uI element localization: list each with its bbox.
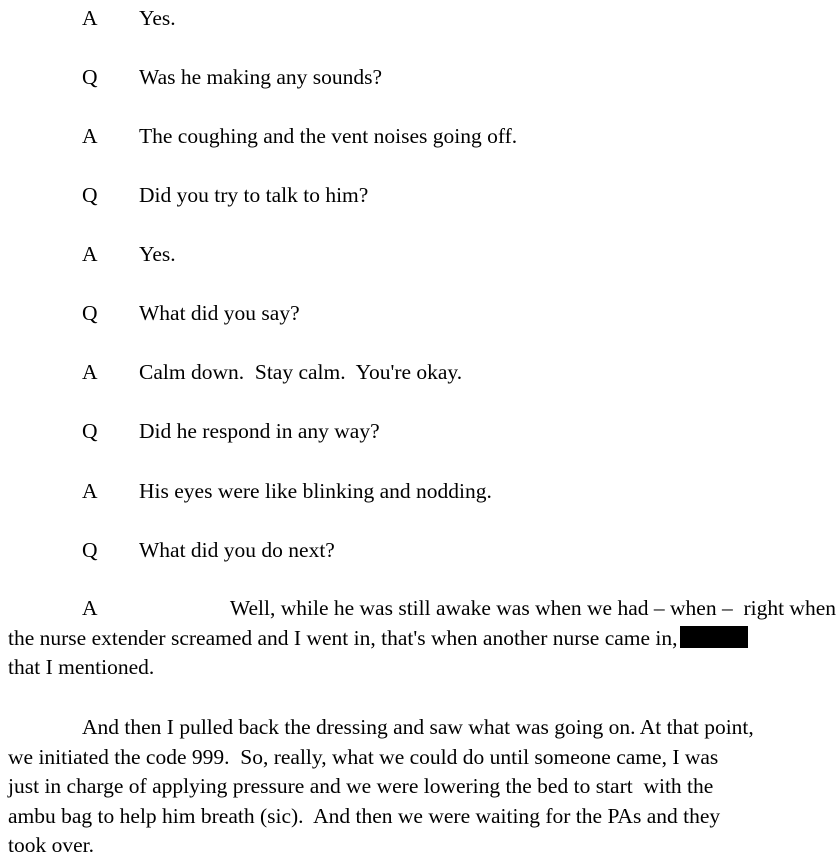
transcript-line: [0, 121, 839, 151]
speaker-label: Q: [82, 419, 98, 443]
speaker-label: A: [82, 124, 98, 148]
transcript-text: Did you try to talk to him?: [139, 183, 369, 207]
continuation-line-4: [8, 802, 836, 832]
transcript-text: Was he making any sounds?: [139, 65, 383, 89]
final-answer-text-3: that I mentioned.: [8, 655, 155, 679]
transcript-text: What did you do next?: [139, 538, 335, 562]
transcript-line: [0, 416, 839, 446]
transcript-line: [0, 476, 839, 506]
final-answer-text-2: the nurse extender screamed and I went in, that's when another nurse came in,: [8, 625, 678, 650]
continuation-text-2: we initiated the code 999. So, really, what we could do until someone came, I was: [8, 744, 719, 769]
speaker-label: Q: [82, 183, 98, 207]
speaker-label: Q: [82, 65, 98, 89]
speaker-label: A: [82, 596, 98, 620]
continuation-text-3: just in charge of applying pressure and we were lowering the bed to start with the: [8, 774, 714, 798]
transcript-line: [0, 239, 839, 269]
speaker-label: Q: [82, 538, 98, 562]
final-answer-line-2: [8, 624, 836, 654]
transcript-text: Yes.: [139, 6, 176, 30]
transcript-line: [0, 357, 839, 387]
final-answer-line-3: [8, 653, 836, 683]
speaker-label: A: [82, 242, 98, 266]
transcript-text: His eyes were like blinking and nodding.: [139, 479, 492, 503]
transcript-text: Yes.: [139, 242, 176, 266]
transcript-text: Calm down. Stay calm. You're okay.: [139, 360, 463, 384]
transcript-line: [0, 180, 839, 210]
continuation-text-4: ambu bag to help him breath (sic). And then we were waiting for the PAs and they: [8, 803, 721, 828]
final-answer-text-1: Well, while he was still awake was when we had – when – right when: [229, 596, 836, 620]
continuation-line-2: [8, 743, 836, 773]
transcript-line: [0, 3, 839, 33]
continuation-text-5: took over.: [8, 833, 94, 857]
continuation-line-1: [8, 713, 836, 743]
transcript-line: [0, 535, 839, 565]
speaker-label: A: [82, 6, 98, 30]
speaker-label: Q: [82, 301, 98, 325]
speaker-label: A: [82, 360, 98, 384]
continuation-paragraph: [8, 713, 836, 861]
transcript-text: What did you say?: [139, 301, 300, 325]
continuation-text-1: And then I pulled back the dressing and saw what was going on. At that point,: [82, 715, 754, 739]
transcript-text: Did he respond in any way?: [139, 419, 380, 443]
continuation-line-3: [8, 772, 836, 802]
transcript-line: [0, 62, 839, 92]
continuation-line-5: [8, 831, 836, 861]
transcript-text: The coughing and the vent noises going off.: [139, 124, 518, 148]
final-answer-paragraph: [8, 594, 836, 683]
transcript-line: [0, 298, 839, 328]
redaction-block: [680, 626, 748, 648]
speaker-label: A: [82, 479, 98, 503]
final-answer-line-1: [8, 594, 836, 624]
